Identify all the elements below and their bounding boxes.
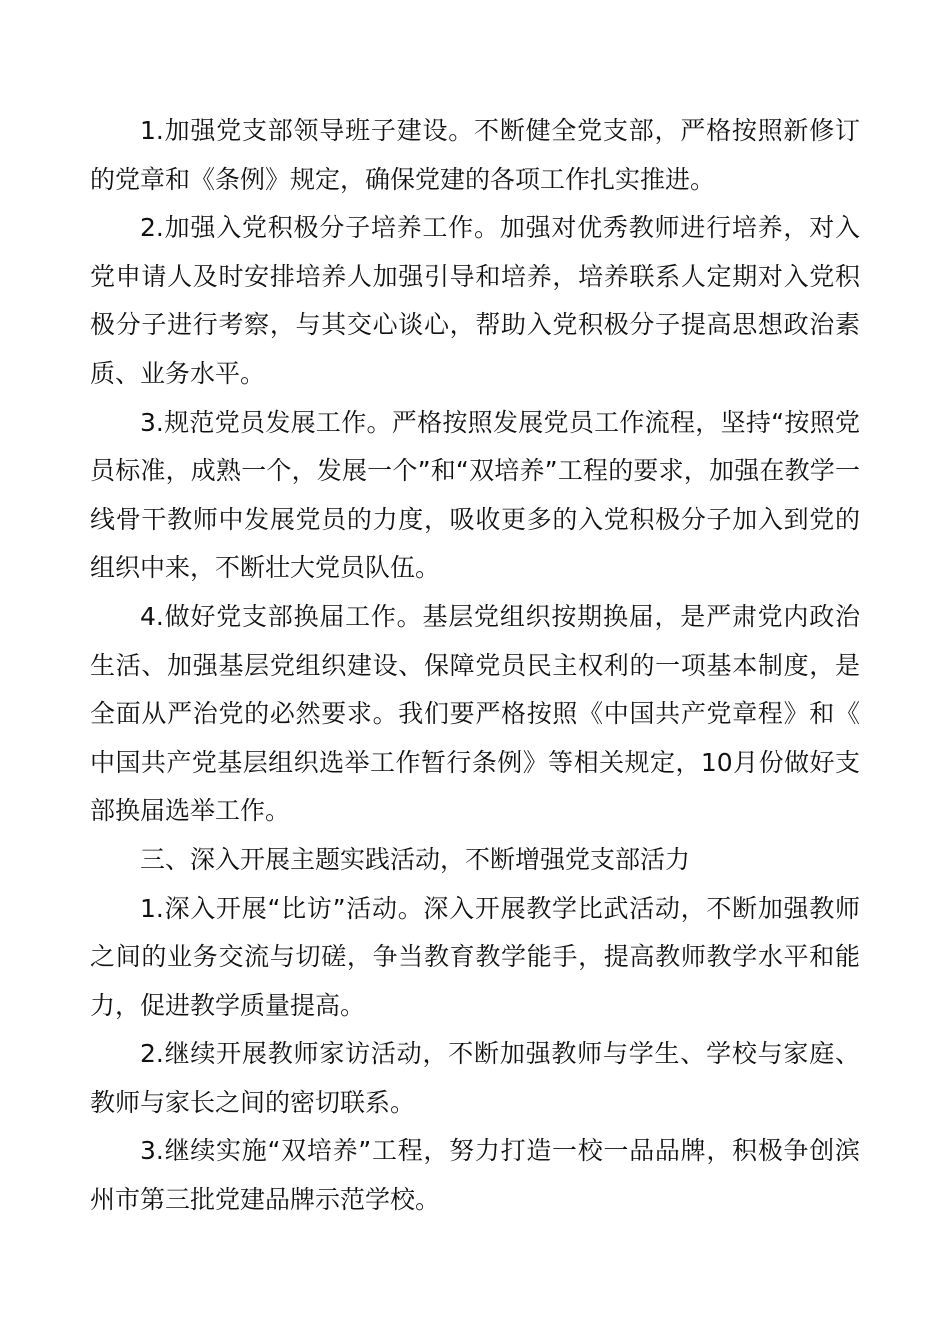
- paragraph-party-branch-leadership: 1.加强党支部领导班子建设。不断健全党支部，严格按照新修订的党章和《条例》规定，确保党建的各项工作扎实推进。: [90, 116, 860, 194]
- paragraph-branch-election: 4.做好党支部换届工作。基层党组织按期换届，是严肃党内政治生活、加强基层党组织建设、保障党员民主权利的一项基本制度，是全面从严治党的必然要求。我们要严格按照《中国共产党章程》和《中国共产党基层组织选举工作暂行条例》等相关规定，10月份做好支部换届选举工作。: [90, 601, 860, 826]
- paragraph-home-visits: 2.继续开展教师家访活动，不断加强教师与学生、学校与家庭、教师与家长之间的密切联系。: [90, 1039, 860, 1117]
- paragraph-activist-training: 2.加强入党积极分子培养工作。加强对优秀教师进行培养，对入党申请人及时安排培养人加强引导和培养，培养联系人定期对入党积极分子进行考察，与其交心谈心，帮助入党积极分子提高思想政治素质、业务水平。: [90, 213, 860, 388]
- paragraph-dual-training-project: 3.继续实施“双培养”工程，努力打造一校一品品牌，积极争创滨州市第三批党建品牌示范学校。: [90, 1136, 860, 1215]
- paragraph-member-development: 3.规范党员发展工作。严格按照发展党员工作流程，坚持“按照党员标准，成熟一个，发展一个”和“双培养”工程的要求，加强在教学一线骨干教师中发展党员的力度，吸收更多的入党积极分子加入到党的组织中来，不断壮大党员队伍。: [90, 407, 860, 583]
- document-body: [90, 107, 860, 1225]
- section-heading-practice-activities: 三、深入开展主题实践活动，不断增强党支部活力: [140, 844, 691, 874]
- paragraph-teaching-competition: 1.深入开展“比访”活动。深入开展教学比武活动，不断加强教师之间的业务交流与切磋，争当教育教学能手，提高教师教学水平和能力，促进教学质量提高。: [90, 893, 860, 1020]
